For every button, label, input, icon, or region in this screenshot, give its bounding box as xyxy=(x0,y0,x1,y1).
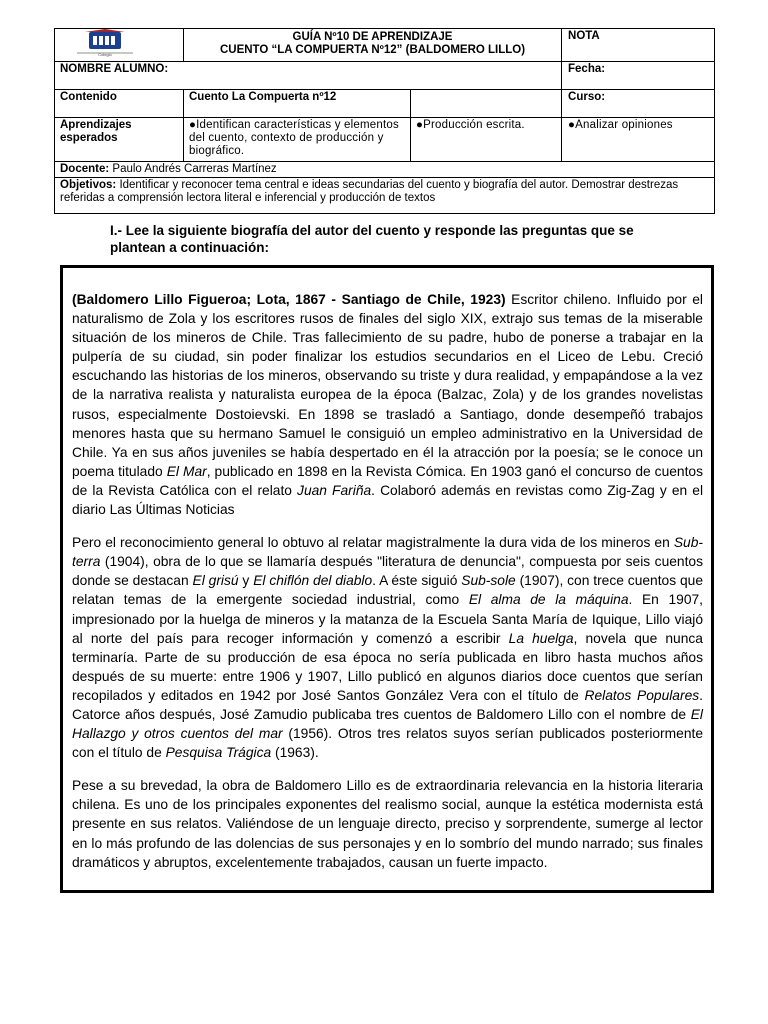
work-title: Sub-terra xyxy=(72,535,703,570)
contenido-label: Contenido xyxy=(60,91,117,103)
docente-label: Docente: xyxy=(60,163,110,175)
nota-label: NOTA xyxy=(568,30,600,42)
student-name-field[interactable] xyxy=(55,62,562,90)
aprendizaje-2: ●Producción escrita. xyxy=(416,119,525,131)
biography-box xyxy=(60,265,714,893)
bio-text: Escritor chileno. Influido por el naturalismo de Zola y los escritores rusos de finales del siglo XIX, extrajo sus temas de la miserable situación de los mineros de Chile. Tras fallecimiento de su padre, hubo de ponerse a trabajar en la pulpería de su ciudad, sin poder finalizar los estudios secundarios en el Liceo de Lebu. Creció escuchando las historias de los mineros, observando su triste y dura realidad, y empapándose a la vez de la narrativa realista y naturalista europea de la época (Balzac, Zola) y de los grandes novelistas rusos, especialmente Dostoievski. En 1898 se trasladó a Santiago, donde desempeñó trabajos menores hasta que su hermano Samuel le consiguió un empleo administrativo en la Universidad de Chile. Ya en sus años juveniles se había despertado en él la atracción por la poesía; se le conoce un poema titulado xyxy=(72,292,703,479)
bio-text: . A éste siguió xyxy=(372,573,462,589)
curso-field[interactable] xyxy=(562,90,715,118)
header-table xyxy=(54,28,715,214)
work-title: La huelga xyxy=(508,630,574,646)
aprendizajes-label-cell xyxy=(55,118,184,162)
bio-text: (1907), con trece cuentos que relatan temas de la emergente sociedad industrial, como xyxy=(72,573,703,608)
work-title: El Hallazgo y otros cuentos del mar xyxy=(72,706,703,742)
objetivos-label: Objetivos: xyxy=(60,179,117,191)
bio-text: (1956). Otros tres relatos suyos serían publicados posteriormente con el título de xyxy=(72,726,703,761)
docente-name: Paulo Andrés Carreras Martínez xyxy=(112,163,277,175)
guide-title-cell xyxy=(184,29,562,62)
aprendizaje-3-cell xyxy=(562,118,715,162)
objetivos-row xyxy=(55,178,715,214)
work-title: El alma de la máquina xyxy=(468,592,629,608)
contenido-label-cell xyxy=(55,90,184,118)
nota-cell xyxy=(562,29,715,62)
docente-row xyxy=(55,162,715,178)
work-title: Sub-sole xyxy=(461,573,516,589)
bio-text: (1963). xyxy=(271,745,319,761)
bio-text: , publicado en 1898 en la Revista Cómica. En 1903 ganó el concurso de cuentos de la Revista Católica con el relato xyxy=(72,463,703,498)
work-title: El chiflón del diablo xyxy=(253,573,373,589)
bio-heading: (Baldomero Lillo Figueroa; Lota, 1867 - Santiago de Chile, 1923) xyxy=(72,292,506,307)
bio-text: , novela que nunca terminaría. Parte de su producción de esa época no sería publicada en libro hasta muchos años después de su muerte: entre 1906 y 1907, Lillo publicó en algunos diarios doce cuentos que serían recopilados y editados en 1942 por José Santos González Vera con el título de xyxy=(72,630,703,703)
fecha-field[interactable] xyxy=(562,62,715,90)
student-name-label: NOMBRE ALUMNO: xyxy=(60,63,169,75)
bio-text: (1904), obra de lo que se llamaría después "literatura de denuncia", compuesta por seis cuentos donde se destacan xyxy=(72,554,703,589)
aprendizaje-2-cell xyxy=(411,118,562,162)
bio-text: Pero el reconocimiento general lo obtuvo al relatar magistralmente la dura vida de los mineros en xyxy=(72,535,674,551)
work-title: Relatos Populares xyxy=(584,687,700,703)
aprendizaje-1-cell xyxy=(184,118,411,162)
contenido-value-cell xyxy=(184,90,411,118)
bio-text: y xyxy=(238,573,254,589)
work-title: Juan Fariña xyxy=(297,482,372,498)
school-logo-cell xyxy=(55,29,184,62)
bio-paragraph-1 xyxy=(72,290,703,519)
bio-paragraph-3: Pese a su brevedad, la obra de Baldomero Lillo es de extraordinaria relevancia en la historia literaria chilena. Es uno de los principales exponentes del realismo social, aunque la estética modernista está presente en sus relatos. Valiéndose de un lenguaje directo, preciso y sorprendente, sumerge al lector en lo más profundo de las dolencias de sus personajes y en lo sombrío del mundo narrado; sus finales dramáticos y abruptos, excelentemente trabajados, causan un fuerte impacto. xyxy=(72,778,703,870)
fecha-label: Fecha: xyxy=(568,63,606,75)
guide-title: GUÍA Nº10 DE APRENDIZAJE xyxy=(292,31,453,43)
bio-text: . Colaboró además en revistas como Zig-Zag y en el diario Las Últimas Noticias xyxy=(72,482,704,518)
work-title: Pesquisa Trágica xyxy=(165,745,272,761)
logo-lettering: Colegio xyxy=(98,52,112,57)
bio-text: . Catorce años después, José Zamudio publicaba tres cuentos de Baldomero Lillo con el nombre de xyxy=(72,687,703,722)
curso-label: Curso: xyxy=(568,91,606,103)
aprendizajes-label: Aprendizajes esperados xyxy=(60,119,132,144)
bio-paragraph-2 xyxy=(72,533,703,762)
bio-text: . En 1907, impresionado por la huelga de mineros y la matanza de la Escuela Santa María de Iquique, Lillo viajó al norte del país para recoger información y comenzó a escribir xyxy=(72,592,704,646)
instruction-text: I.- Lee la siguiente biografía del autor del cuento y responde las preguntas que se plantean a continuación: xyxy=(110,223,634,255)
contenido-value: Cuento La Compuerta nº12 xyxy=(189,91,337,103)
objetivos-text: Identificar y reconocer tema central e ideas secundarias del cuento y biografía del autor. Demostrar destrezas referidas a comprensión lectora literal e inferencial y producción de textos xyxy=(60,179,679,204)
school-logo xyxy=(55,29,155,57)
work-title: El Mar xyxy=(166,463,207,479)
guide-subtitle: CUENTO “LA COMPUERTA Nº12” (BALDOMERO LILLO) xyxy=(219,44,526,56)
aprendizaje-3: ●Analizar opiniones xyxy=(568,119,673,131)
empty-cell xyxy=(411,90,562,118)
aprendizaje-1: ●Identifican características y elementos del cuento, contexto de producción y biográfico. xyxy=(189,119,399,157)
work-title: El grisú xyxy=(192,573,239,589)
